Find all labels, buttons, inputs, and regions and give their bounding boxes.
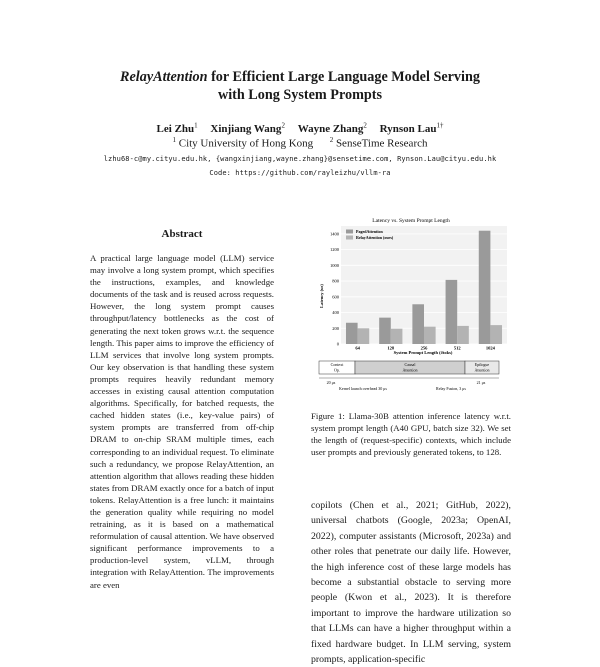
- code-link[interactable]: Code: https://github.com/rayleizhu/vllm-ra: [209, 169, 391, 177]
- legend-label: PagedAttention: [356, 229, 383, 234]
- author: Wayne Zhang$^2$: [297, 121, 367, 135]
- chart-y-label: Latency (us): [319, 284, 324, 308]
- x-tick-label: 256: [420, 345, 428, 351]
- bar: [479, 231, 491, 344]
- diagram-t2: 21 μs: [476, 380, 486, 385]
- author-emails: lzhu68-c@my.cityu.edu.hk, {wangxinjiang,wayne.zhang}@sensetime.com, Rynson.Lau@cityu.edu.hk: [103, 155, 497, 163]
- affiliation-1: City University of Hong Kong: [178, 137, 314, 150]
- y-tick-label: 1000: [330, 262, 339, 268]
- bar: [457, 326, 469, 344]
- y-tick-label: 400: [332, 310, 339, 316]
- diagram-cell3: Epilogue: [474, 362, 490, 367]
- diagram-t1: 20 μs: [326, 380, 336, 385]
- bar: [379, 318, 391, 344]
- paper-title-italic: RelayAttention: [120, 69, 208, 85]
- paper-title-rest: for Efficient Large Language Model Serving: [207, 69, 480, 85]
- diagram-cell2: Causal: [404, 362, 416, 367]
- bar: [490, 325, 502, 344]
- diagram-note2: Relay Fusion, 3 μs: [436, 386, 466, 391]
- author: Xinjiang Wang$^2$: [210, 121, 285, 135]
- bar: [346, 323, 358, 344]
- figure-caption: Figure 1: Llama-30B attention inference latency w.r.t. system prompt length (A40 GPU, batch size 32). We set the length of (request-specific) contexts, which include user prompts and previously generated tokens, to 128.: [311, 411, 511, 457]
- timeline-diagram: [319, 361, 499, 392]
- bar: [358, 328, 370, 344]
- legend-swatch: [346, 236, 353, 240]
- bar: [391, 329, 403, 344]
- intro-body: copilots (Chen et al., 2021; GitHub, 2022), universal chatbots (Google, 2023a; OpenAI, 2022), computer assistants (Microsoft, 2023a) and other roles that penetrate our daily life. However, the high inference cost of these large models has become a substantial obstacle to serving more people (Kwon et al., 2023). It is therefore important to improve the hardware utilization so that LLMs can have a higher throughput within a fixed hardware budget. In LLM serving, system prompts, application-specific: [311, 500, 511, 666]
- affiliation-2: SenseTime Research: [335, 137, 428, 150]
- bar: [424, 327, 436, 344]
- figure-1: [311, 216, 511, 406]
- author: Rynson Lau$^{1\dagger}$: [379, 121, 444, 135]
- legend-swatch: [346, 230, 353, 234]
- bar: [446, 280, 458, 344]
- diagram-note1: Kernel launch overhead 30 μs: [339, 386, 387, 391]
- chart-title: Latency vs. System Prompt Length: [372, 218, 450, 224]
- abstract-heading: Abstract: [161, 228, 203, 240]
- y-tick-label: 600: [332, 294, 339, 300]
- bar: [412, 304, 424, 344]
- x-tick-label: 128: [387, 345, 395, 351]
- paper-title-line2: with Long System Prompts: [217, 87, 383, 103]
- y-tick-label: 1200: [330, 247, 339, 253]
- x-tick-label: 64: [355, 345, 360, 351]
- diagram-cell2b: Attention: [402, 367, 418, 373]
- latency-chart: [311, 216, 511, 406]
- diagram-cell1b: Op.: [334, 367, 340, 373]
- diagram-cell3b: Attention: [474, 367, 490, 373]
- legend-label: RelayAttention (ours): [356, 235, 394, 240]
- author: Lei Zhu$^1$: [156, 121, 198, 135]
- paper-title: [0, 68, 600, 104]
- affiliations: $^1$ City University of Hong Kong $^2$ SenseTime Research: [172, 136, 428, 150]
- x-tick-label: 1024: [485, 345, 495, 351]
- abstract-body: A practical large language model (LLM) service may involve a long system prompt, which specifies the instructions, examples, and knowledge documents of the task and is reused across requests. However, the long system prompt causes throughput/latency bottlenecks as the cost of generating the next token grows w.r.t. the sequence length. This paper aims to improve the efficiency of LLM services that involve long system prompts. Our key observation is that handling these system prompts requires heavily redundant memory accesses in existing causal attention computation algorithms. Specifically, for batched requests, the cached hidden states (i.e., key-value pairs) of system prompts are transferred from off-chip DRAM to on-chip SRAM multiple times, each corresponding to an individual request. To eliminate such a redundancy, we propose RelayAttention, an attention algorithm that allows reading these hidden states from DRAM exactly once for a batch of input tokens. RelayAttention is a free lunch: it maintains the generation quality while requiring no model retraining, as it is based on a mathematical reformulation of causal attention. We have observed significant performance improvements to a production-level system, vLLM, through integration with RelayAttention. The improvements are even: [90, 253, 274, 590]
- y-tick-label: 200: [332, 325, 339, 331]
- diagram-cell1: Context: [330, 362, 344, 367]
- y-tick-label: 0: [336, 341, 339, 347]
- chart-x-label: System Prompt Length (#toks): [393, 350, 453, 355]
- y-tick-label: 1400: [330, 231, 339, 237]
- author-list: [0, 121, 600, 135]
- x-tick-label: 512: [453, 345, 461, 351]
- y-tick-label: 800: [332, 278, 339, 284]
